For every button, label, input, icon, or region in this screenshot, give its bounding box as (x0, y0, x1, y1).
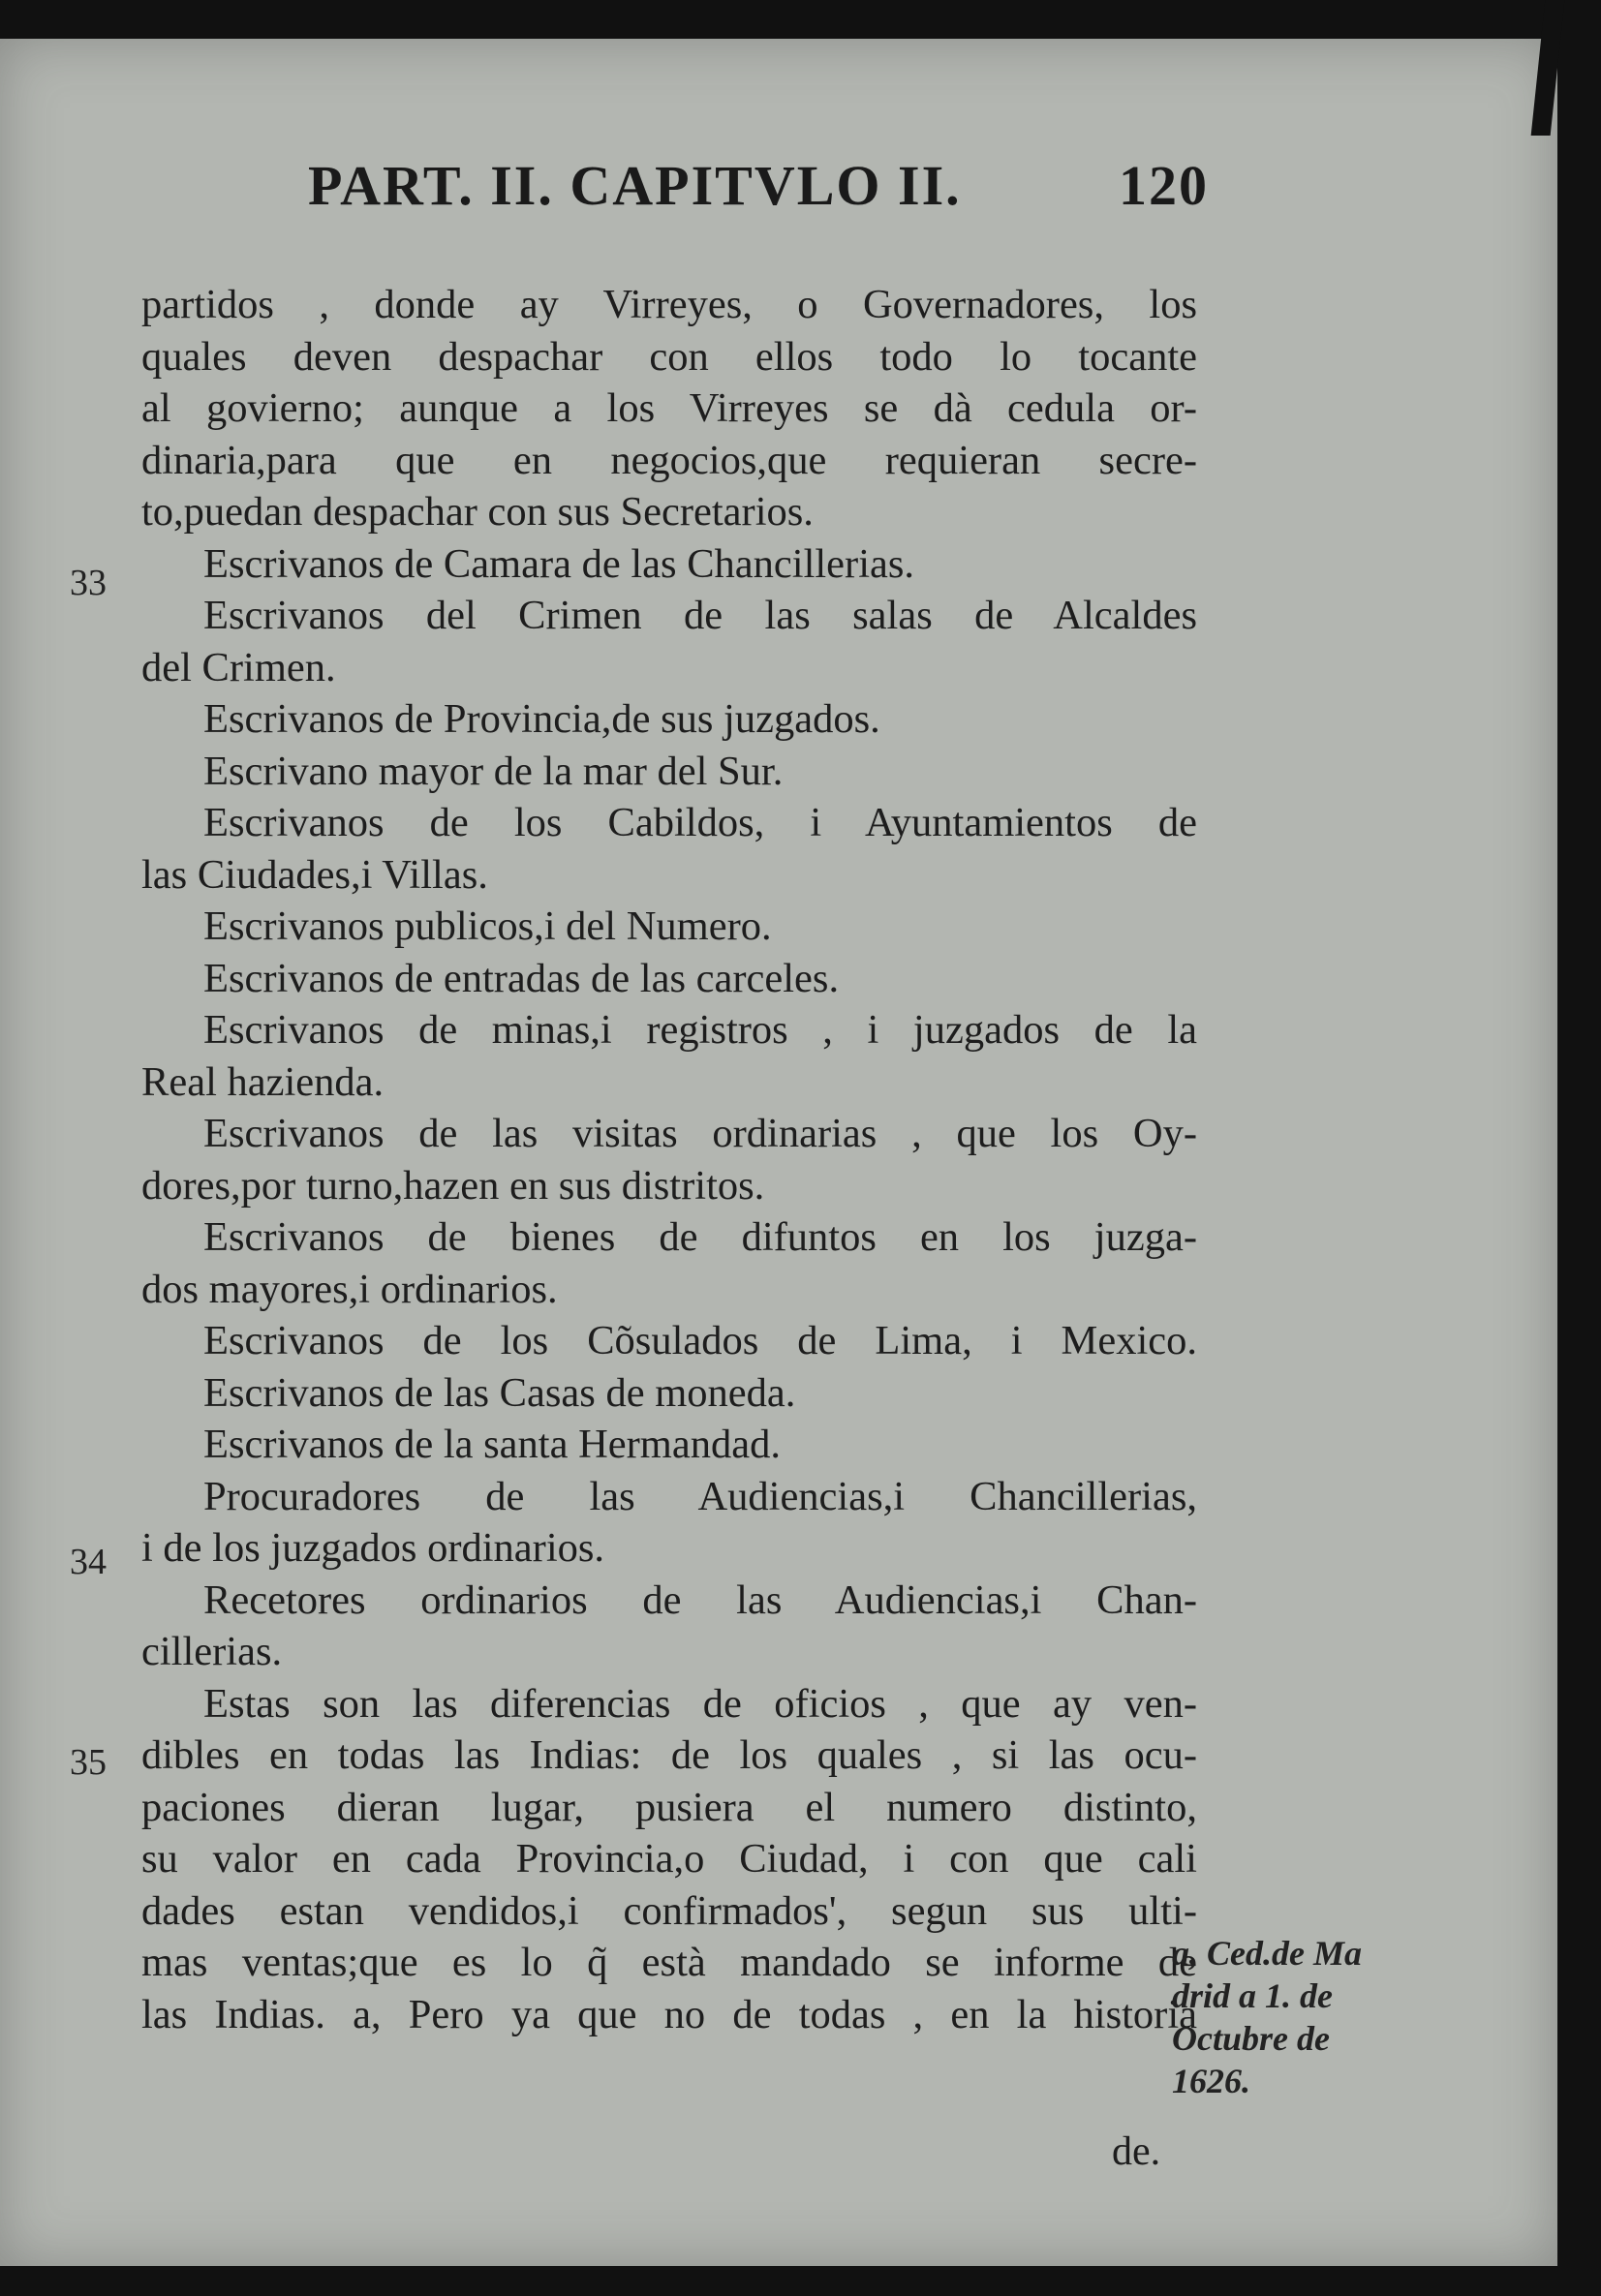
text-line: Escrivano mayor de la mar del Sur. (203, 748, 784, 794)
text-line: Real hazienda. (141, 1058, 385, 1105)
folio-number: 120 (1119, 154, 1209, 217)
marginal-citation: a, Ced.de Ma drid a 1. de Octubre de 1626. (1172, 1934, 1362, 2100)
text-line: su valor en cada Provincia,o Ciudad, i con que cali (141, 1836, 1197, 1882)
paragraph-number-34: 34 (70, 1542, 107, 1582)
text-line: al govierno; aunque a los Virreyes se dà cedula or- (141, 385, 1197, 431)
text-line: del Crimen. (141, 644, 336, 690)
text-line: Recetores ordinarios de las Audiencias,i Chan- (203, 1577, 1197, 1623)
text-line: dades estan vendidos,i confirmados', segun sus ulti- (141, 1887, 1197, 1934)
text-line: dos mayores,i ordinarios. (141, 1266, 558, 1312)
text-line: i de los juzgados ordinarios. (141, 1525, 605, 1571)
text-line: paciones dieran lugar, pusiera el numero distinto, (141, 1784, 1197, 1830)
text-line: dores,por turno,hazen en sus distritos. (141, 1162, 765, 1209)
text-line: cillerias. (141, 1629, 283, 1674)
text-line: partidos , donde ay Virreyes, o Governadores, los (141, 282, 1197, 327)
text-line: Escrivanos de la santa Hermandad. (203, 1422, 781, 1467)
text-line: Escrivanos publicos,i del Numero. (203, 903, 772, 949)
text-line: to,puedan despachar con sus Secretarios. (141, 489, 814, 535)
text-line: Escrivanos de entradas de las carceles. (203, 955, 840, 1001)
book-page (0, 39, 1557, 2266)
text-line: quales deven despachar con ellos todo lo tocante (141, 333, 1197, 380)
text-line: mas ventas;que es lo q̃ està mandado se informe de (141, 1940, 1197, 1985)
paragraph-number-33: 33 (70, 563, 107, 603)
text-line: Procuradores de las Audiencias,i Chancillerias, (203, 1473, 1197, 1519)
text-line: las Indias. a, Pero ya que no de todas , en la historia (141, 1991, 1197, 2037)
text-line: dinaria,para que en negocios,que requieran secre- (141, 437, 1197, 483)
text-line: Escrivanos de los Cõsulados de Lima, i Mexico. (203, 1318, 1197, 1363)
running-title: PART. II. CAPITVLO II. (308, 154, 962, 217)
text-line: Escrivanos de Provincia,de sus juzgados. (203, 696, 880, 742)
text-line: las Ciudades,i Villas. (141, 851, 488, 898)
text-line: Escrivanos del Crimen de las salas de Alcaldes (203, 593, 1197, 638)
text-line: Escrivanos de las visitas ordinarias , que los Oy- (203, 1111, 1197, 1156)
text-line: Escrivanos de los Cabildos, i Ayuntamientos de (203, 800, 1197, 845)
text-line: Escrivanos de bienes de difuntos en los juzga- (203, 1214, 1197, 1260)
text-line: dibles en todas las Indias: de los quales , si las ocu- (141, 1732, 1197, 1778)
main-text-block (141, 279, 1197, 2040)
catchword: de. (1112, 2129, 1161, 2174)
running-header (308, 153, 1209, 218)
text-line: Estas son las diferencias de oficios , que ay ven- (203, 1680, 1197, 1727)
text-line: Escrivanos de Camara de las Chancillerias. (203, 540, 915, 587)
text-line: Escrivanos de minas,i registros , i juzgados de la (203, 1007, 1197, 1053)
paragraph-number-35: 35 (70, 1742, 107, 1783)
text-line: Escrivanos de las Casas de moneda. (203, 1369, 796, 1416)
